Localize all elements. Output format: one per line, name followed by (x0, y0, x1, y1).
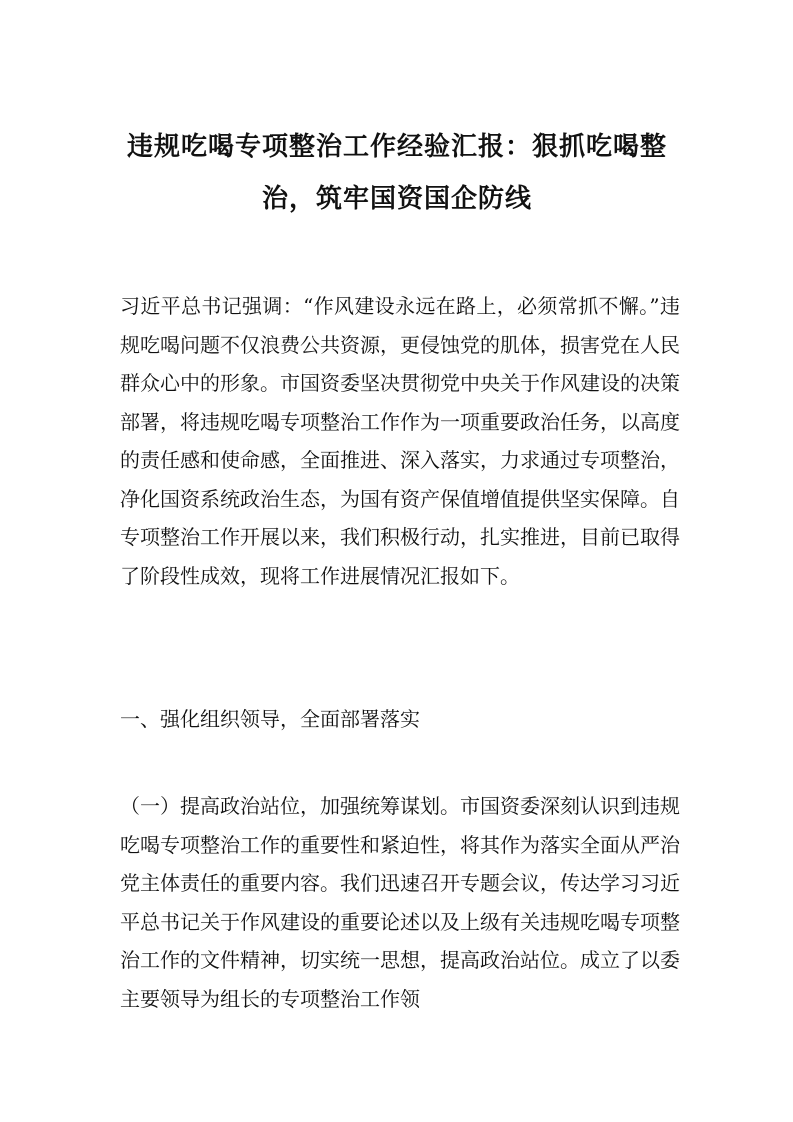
section-heading: 一、强化组织领导，全面部署落实 (120, 707, 420, 731)
intro-paragraph: 习近平总书记强调：“作风建设永远在路上，必须常抓不懈。”违规吃喝问题不仅浪费公共资源，更侵蚀党的肌体，损害党在人民群众心中的形象。市国资委坚决贯彻党中央关于作风建设的决策部署，将违规吃喝专项整治工作作为一项重要政治任务，以高度的责任感和使命感，全面推进、深入落实，力求通过专项整治，净化国资系统政治生态，为国有资产保值增值提供坚实保障。自专项整治工作开展以来，我们积极行动，扎实推进，目前已取得了阶段性成效，现将工作进展情况汇报如下。 (120, 294, 680, 588)
document-title: 违规吃喝专项整治工作经验汇报：狠抓吃喝整治，筑牢国资国企防线 (126, 132, 667, 214)
section-paragraph: （一）提高政治站位，加强统筹谋划。市国资委深刻认识到违规吃喝专项整治工作的重要性和紧迫性，将其作为落实全面从严治党主体责任的重要内容。我们迅速召开专题会议，传达学习习近平总书记关于作风建设的重要论述以及上级有关违规吃喝专项整治工作的文件精神，切实统一思想，提高政治站位。成立了以委主要领导为组长的专项整治工作领 (120, 794, 680, 1011)
